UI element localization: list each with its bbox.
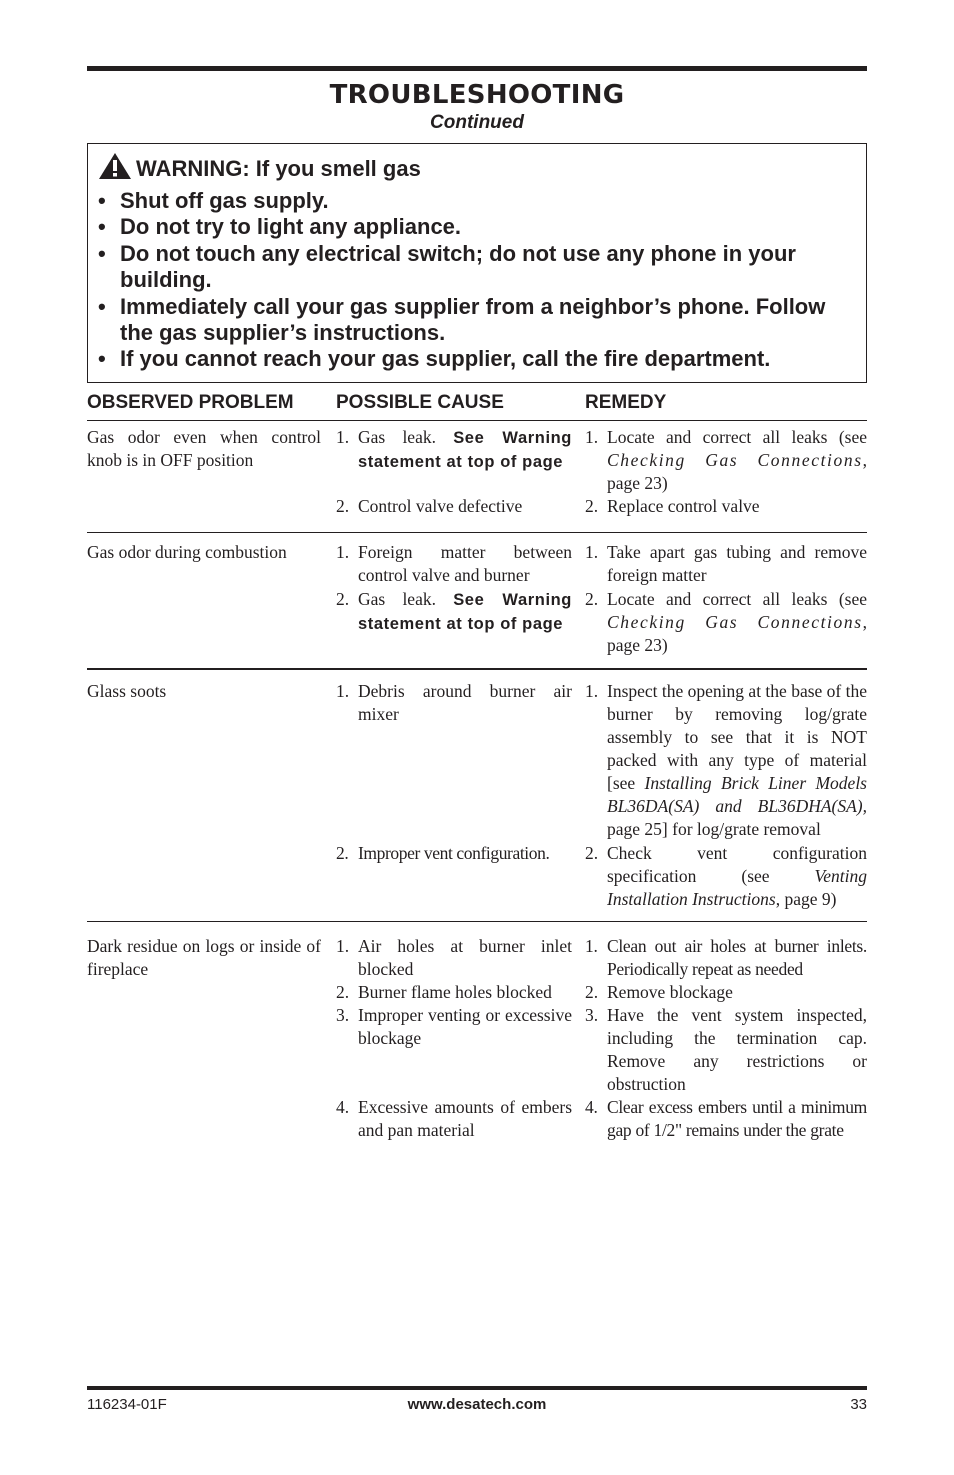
remedy-item: 2. Check vent configuration specification (see Venting Installation Instructions, page 9) bbox=[585, 843, 868, 909]
website-link[interactable]: www.desatech.com bbox=[407, 1396, 547, 1413]
remedy-item: 1. Take apart gas tubing and remove foreign matter bbox=[585, 542, 867, 585]
remedy-item: 3. Have the vent system inspected, including the termination cap. Remove any restrictions or obstruction bbox=[585, 1005, 867, 1094]
remedy-item: 1. Locate and correct all leaks (see Checking Gas Connections, page 23) bbox=[585, 427, 867, 493]
cause-item: 2. Burner flame holes blocked bbox=[336, 982, 552, 1002]
warning-item: • If you cannot reach your gas supplier, call the fire department. bbox=[98, 346, 771, 372]
warning-heading bbox=[98, 152, 421, 183]
warning-triangle-icon bbox=[98, 152, 132, 180]
document-number: 116234-01F bbox=[87, 1396, 167, 1413]
cause-item: 2. Control valve defective bbox=[336, 496, 523, 516]
warning-item: • Do not touch any electrical switch; do not use any phone in your building. bbox=[98, 240, 796, 293]
remedy-item: 2. Locate and correct all leaks (see Checking Gas Connections, page 23) bbox=[585, 589, 867, 655]
problem-cell: Dark residue on logs or inside of fireplace bbox=[87, 936, 321, 979]
warning-list bbox=[98, 188, 858, 373]
cause-item: 2. Gas leak. See Warning statement at top of page bbox=[336, 589, 572, 633]
problem-cell: Gas odor during combustion bbox=[87, 542, 287, 562]
row-divider bbox=[87, 668, 867, 670]
row-divider bbox=[87, 921, 867, 922]
page-subtitle: Continued bbox=[430, 112, 524, 133]
cause-item: 1. Gas leak. See Warning statement at top of page bbox=[336, 427, 572, 471]
cause-item: 2. Improper vent configuration. bbox=[336, 843, 550, 863]
warning-heading-text: WARNING: If you smell gas bbox=[136, 156, 421, 181]
column-header-remedy: REMEDY bbox=[585, 392, 667, 413]
top-rule bbox=[87, 66, 867, 71]
page-title: TROUBLESHOOTING bbox=[329, 80, 625, 110]
remedy-item: 4. Clear excess embers until a minimum gap of 1/2" remains under the grate bbox=[585, 1097, 867, 1140]
warning-item: • Immediately call your gas supplier from a neighbor’s phone. Follow the gas supplier’s instructions. bbox=[98, 293, 826, 346]
column-header-problem: OBSERVED PROBLEM bbox=[87, 392, 294, 413]
problem-cell: Glass soots bbox=[87, 681, 167, 701]
warning-item: • Do not try to light any appliance. bbox=[98, 214, 462, 240]
cause-item: 1. Air holes at burner inlet blocked bbox=[336, 936, 572, 979]
cause-item: 3. Improper venting or excessive blockage bbox=[336, 1005, 572, 1048]
remedy-item: 2. Remove blockage bbox=[585, 982, 733, 1002]
problem-cell: Gas odor even when control knob is in OFF position bbox=[87, 427, 321, 470]
column-header-cause: POSSIBLE CAUSE bbox=[336, 392, 504, 413]
cause-item: 1. Foreign matter between control valve and burner bbox=[336, 542, 572, 585]
remedy-item: 1. Clean out air holes at burner inlets. Periodically repeat as needed bbox=[585, 936, 867, 979]
warning-item: • Shut off gas supply. bbox=[98, 188, 329, 213]
cause-item: 1. Debris around burner air mixer bbox=[336, 681, 572, 724]
bottom-rule bbox=[87, 1386, 867, 1390]
cause-item: 4. Excessive amounts of embers and pan material bbox=[336, 1097, 572, 1140]
header-rule bbox=[87, 420, 867, 421]
page-number: 33 bbox=[850, 1396, 867, 1413]
remedy-item: 1. Inspect the opening at the base of the burner by removing log/grate assembly to see that it is NOT packed with any type of material [see Installing Brick Liner Models BL36DA(SA) and BL36DHA(SA), page 25] for log/grate removal bbox=[585, 681, 867, 839]
remedy-item: 2. Replace control valve bbox=[585, 496, 760, 516]
warning-box bbox=[87, 143, 867, 383]
row-divider bbox=[87, 532, 867, 533]
